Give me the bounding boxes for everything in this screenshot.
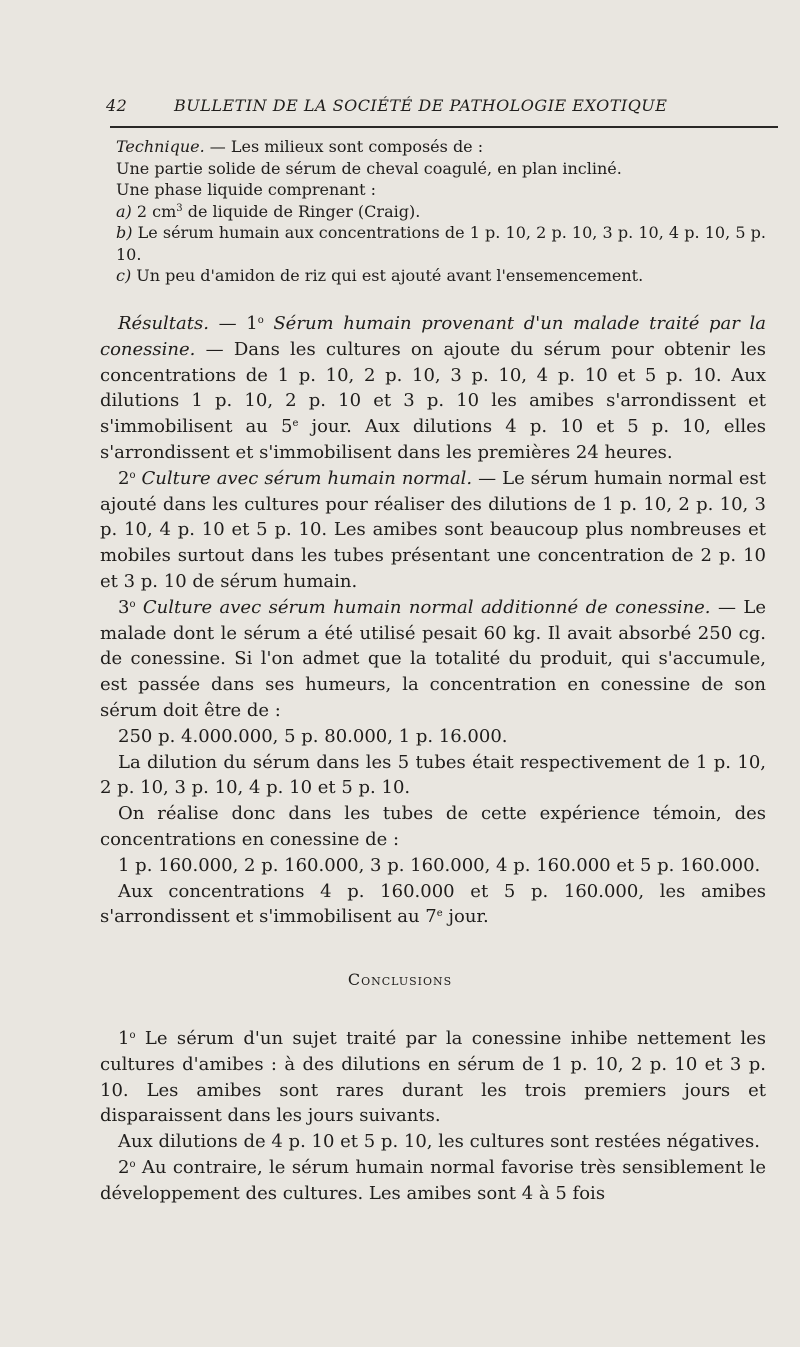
results-paragraph-7: 1 p. 160.000, 2 p. 160.000, 3 p. 160.000, 4 p. 160.000 et 5 p. 160.000. [118,854,761,876]
technique-intro: Technique. — Les milieux sont composés de : [116,137,484,156]
technique-item-b: b) Le sérum humain aux concentrations de 1 p. 10, 2 p. 10, 3 p. 10, 4 p. 10, 5 p. 10. [116,223,766,264]
technique-heading: Technique. [116,137,205,156]
technique-line-liquid: Une phase liquide comprenant : [116,180,377,199]
results-paragraph-4: 250 p. 4.000.000, 5 p. 80.000, 1 p. 16.000. [118,725,508,747]
journal-title: BULLETIN DE LA SOCIÉTÉ DE PATHOLOGIE EXOTIQUE [174,96,668,115]
conclusion-paragraph-2: Aux dilutions de 4 p. 10 et 5 p. 10, les cultures sont restées négatives. [118,1131,760,1153]
results-section [100,311,766,930]
conclusions-heading: Conclusions [347,970,453,989]
technique-section [116,136,766,287]
conclusions-section [100,1026,766,1207]
results-heading: Résultats. [118,313,209,334]
conclusion-paragraph-1: 1$^o$ Le sérum d'un sujet traité par la conessine inhibe nettement les cultures d'amibes : à des dilutions en sérum de 1 p. 10, 2 p. 10 et 3 p. 10. Les amibes sont rares durant les trois premiers jours et disparaissent dans les jours suivants. [100,1028,766,1127]
running-header [106,96,778,126]
conclusion-paragraph-3: 2$^o$ Au contraire, le sérum humain normal favorise très sensiblement le développement des cultures. Les amibes sont 4 à 5 fois [100,1156,766,1204]
page-number: 42 [106,96,128,115]
results-paragraph-1: Résultats. — 1$^o$ Sérum humain provenant d'un malade traité par la conessine. — Dans les cultures on ajoute du sérum pour obtenir les concentrations de 1 p. 10, 2 p. 10, 3 p. 10, 4 p. 10 et 5 p. 10. Aux dilutions 1 p. 10, 2 p. 10 et 3 p. 10 les amibes s'arrondissent et s'immobilisent au 5e jour. Aux dilutions 4 p. 10 et 5 p. 10, elles s'arrondissent et s'immobilisent dans les premières 24 heures. [100,313,766,463]
results-paragraph-5: La dilution du sérum dans les 5 tubes était respectivement de 1 p. 10, 2 p. 10, 3 p. 10, 4 p. 10 et 5 p. 10. [100,751,766,799]
results-paragraph-6: On réalise donc dans les tubes de cette expérience témoin, des concentrations en conessine de : [100,803,766,850]
technique-line-solid: Une partie solide de sérum de cheval coagulé, en plan incliné. [116,158,622,178]
results-paragraph-3: 3$^o$ Culture avec sérum humain normal additionné de conessine. — Le malade dont le sérum a été utilisé pesait 60 kg. Il avait absorbé 250 cg. de conessine. Si l'on admet que la totalité du produit, qui s'accumule, est passée dans ses humeurs, la concentration en conessine de son sérum doit être de : [100,596,766,721]
results-paragraph-8: Aux concentrations 4 p. 160.000 et 5 p. 160.000, les amibes s'arrondissent et s'immobilisent au 7e jour. [100,880,766,928]
header-rule [110,126,778,128]
technique-item-a: a) 2 $cm^3$ de liquide de Ringer (Craig). [116,201,421,221]
technique-item-c: c) Un peu d'amidon de riz qui est ajouté avant l'ensemencement. [116,266,644,285]
results-paragraph-2: 2$^o$ Culture avec sérum humain normal. — Le sérum humain normal est ajouté dans les cultures pour réaliser des dilutions de 1 p. 10, 2 p. 10, 3 p. 10, 4 p. 10 et 5 p. 10. Les amibes sont beaucoup plus nombreuses et mobiles surtout dans les tubes présentant une concentration de 2 p. 10 et 3 p. 10 de sérum humain. [100,467,767,592]
